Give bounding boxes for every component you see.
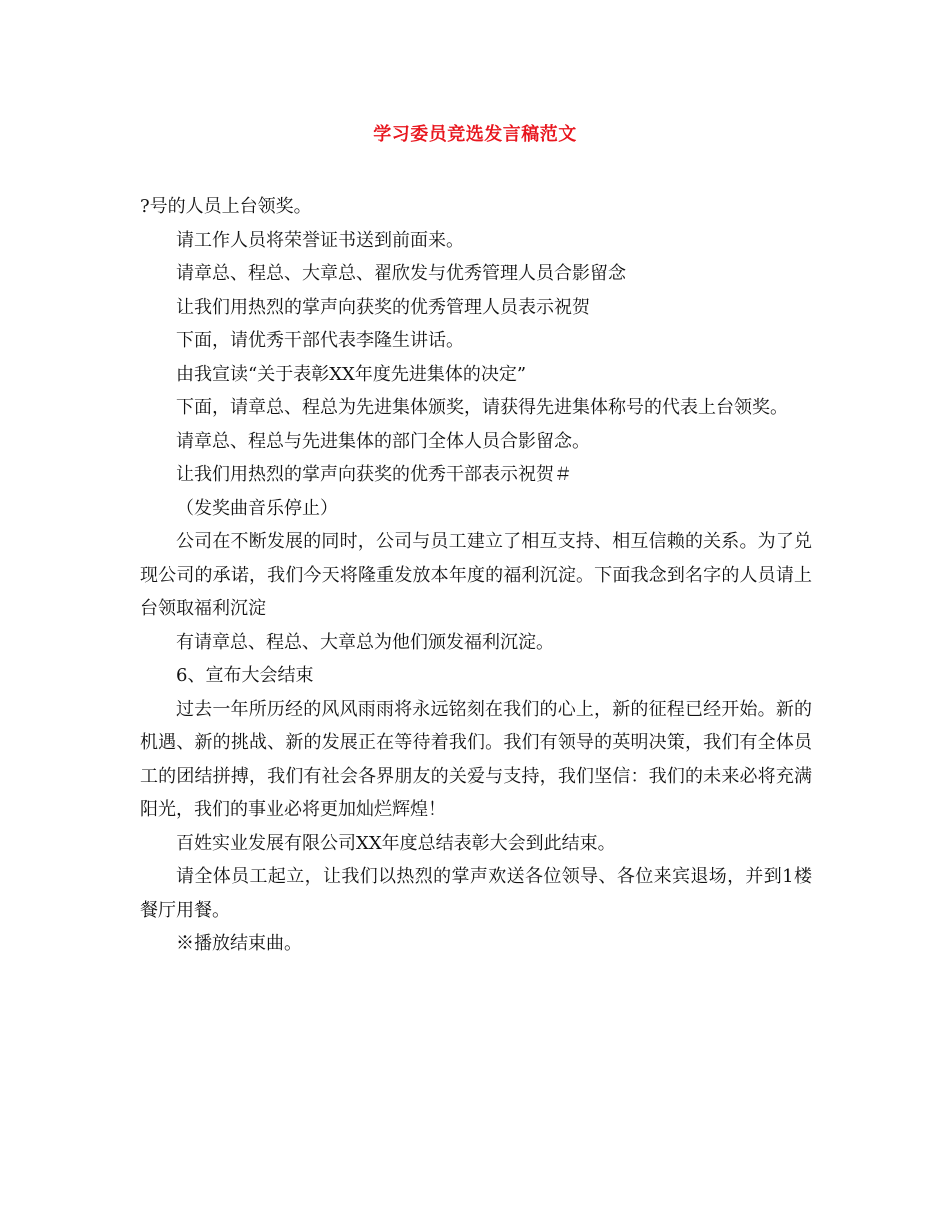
paragraph-4: 让我们用热烈的掌声向获奖的优秀管理人员表示祝贺: [176, 296, 590, 318]
paragraph-6: 由我宣读“关于表彰XX年度先进集体的决定”: [176, 363, 527, 385]
paragraph-5: 下面，请优秀干部代表李隆生讲话。: [176, 330, 464, 351]
paragraph-1: ?号的人员上台领奖。: [140, 196, 312, 217]
paragraph-10: （发奖曲音乐停止）: [176, 497, 338, 519]
paragraph-15: 百姓实业发展有限公司XX年度总结表彰大会到此结束。: [176, 832, 616, 854]
paragraph-8: 请章总、程总与先进集体的部门全体人员合影留念。: [176, 430, 590, 452]
paragraph-17: ※播放结束曲。: [176, 933, 302, 954]
paragraph-3: 请章总、程总、大章总、翟欣发与优秀管理人员合影留念: [176, 263, 626, 284]
document-title: 学习委员竞选发言稿范文: [373, 124, 577, 145]
paragraph-14: 过去一年所历经的风风雨雨将永远铭刻在我们的心上，新的征程已经开始。新的机遇、新的挑战、新的发展正在等待着我们。我们有领导的英明决策，我们有全体员工的团结拼搏，我们有社会各界朋友的关爱与支持，我们坚信：我们的未来必将充满阳光，我们的事业必将更加灿烂辉煌！: [140, 698, 812, 820]
paragraph-7: 下面，请章总、程总为先进集体颁奖，请获得先进集体称号的代表上台领奖。: [176, 397, 788, 418]
paragraph-16: 请全体员工起立，让我们以热烈的掌声欢送各位领导、各位来宾退场，并到1楼餐厅用餐。: [140, 866, 812, 921]
paragraph-12: 有请章总、程总、大章总为他们颁发福利沉淀。: [176, 631, 554, 653]
document-body: [140, 190, 812, 961]
paragraph-13: 6、宣布大会结束: [176, 665, 314, 686]
paragraph-9: 让我们用热烈的掌声向获奖的优秀干部表示祝贺＃: [176, 464, 572, 485]
paragraph-2: 请工作人员将荣誉证书送到前面来。: [176, 229, 464, 251]
paragraph-11: 公司在不断发展的同时，公司与员工建立了相互支持、相互信赖的关系。为了兑现公司的承诺，我们今天将隆重发放本年度的福利沉淀。下面我念到名字的人员请上台领取福利沉淀: [140, 531, 812, 619]
